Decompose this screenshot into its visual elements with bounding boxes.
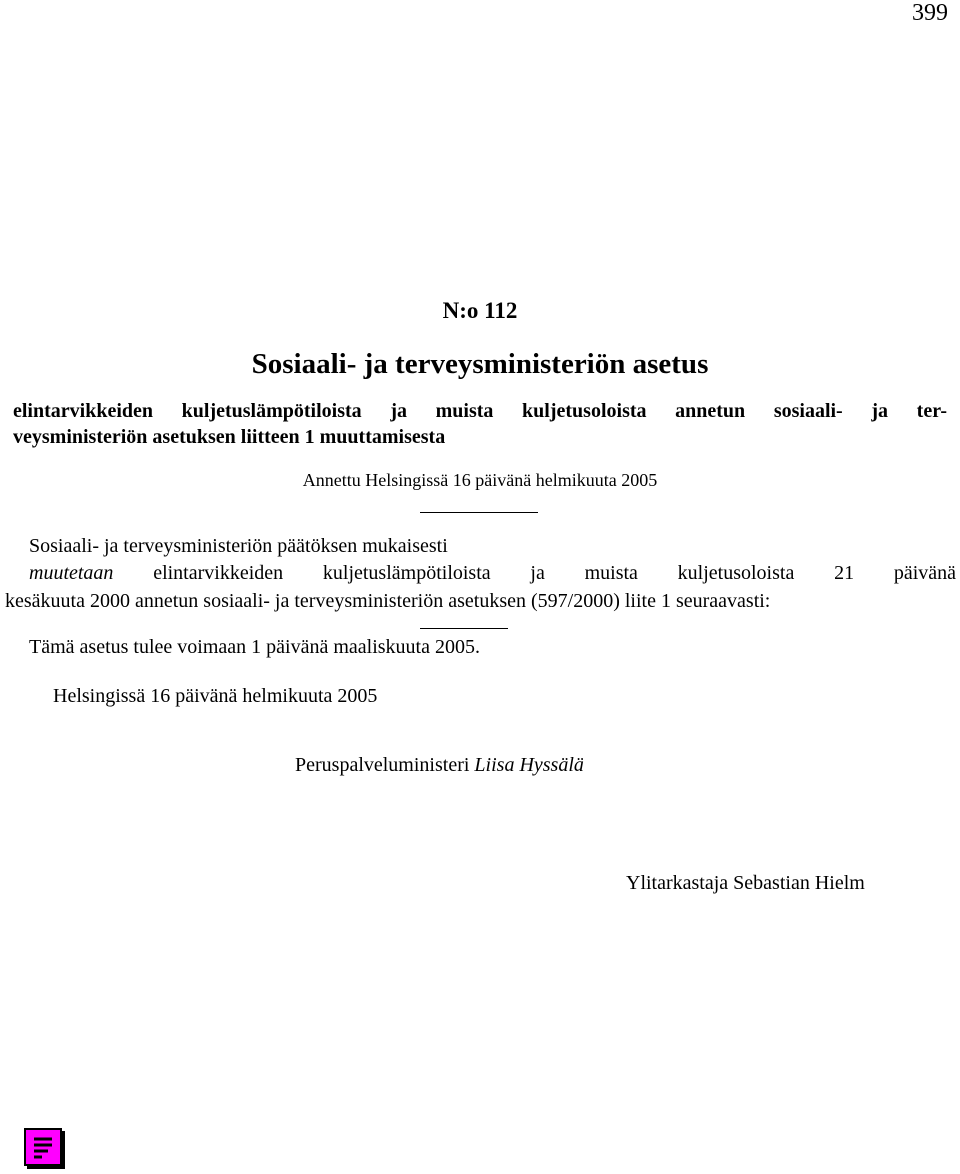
preamble: Sosiaali- ja terveysministeriön päätöksen mukaisesti: [29, 535, 448, 557]
page-number: 399: [912, 0, 948, 26]
divider-middle: [420, 628, 508, 629]
amend-verb: muutetaan: [29, 562, 114, 584]
signature-inspector: Ylitarkastaja Sebastian Hielm: [626, 872, 865, 894]
amendment-line-1: [29, 562, 956, 585]
amend-rest: elintarvikkeiden kuljetuslämpötiloista ja muista kuljetusoloista 21 päivänä: [153, 562, 957, 584]
document-note-icon[interactable]: [24, 1128, 62, 1166]
entry-into-force: Tämä asetus tulee voimaan 1 päivänä maaliskuuta 2005.: [29, 636, 480, 658]
amendment-line-2: kesäkuuta 2000 annetun sosiaali- ja terveysministeriön asetuksen (597/2000) liite 1 seuraavasti:: [5, 590, 771, 612]
statute-number: N:o 112: [442, 298, 518, 323]
issued-date: Annettu Helsingissä 16 päivänä helmikuuta 2005: [302, 470, 658, 490]
decree-subtitle: [13, 398, 947, 450]
minister-title: Peruspalveluministeri: [295, 754, 470, 776]
subtitle-line-1: elintarvikkeiden kuljetuslämpötiloista ja muista kuljetusoloista annetun sosiaali- ja ter-: [13, 400, 947, 422]
signature-minister: [295, 754, 584, 777]
subtitle-line-2: veysministeriön asetuksen liitteen 1 muuttamisesta: [13, 426, 446, 448]
divider-top: [420, 512, 538, 513]
signature-place-date: Helsingissä 16 päivänä helmikuuta 2005: [53, 685, 378, 707]
minister-name: Liisa Hyssälä: [474, 754, 584, 776]
decree-title: Sosiaali- ja terveysministeriön asetus: [251, 348, 709, 380]
